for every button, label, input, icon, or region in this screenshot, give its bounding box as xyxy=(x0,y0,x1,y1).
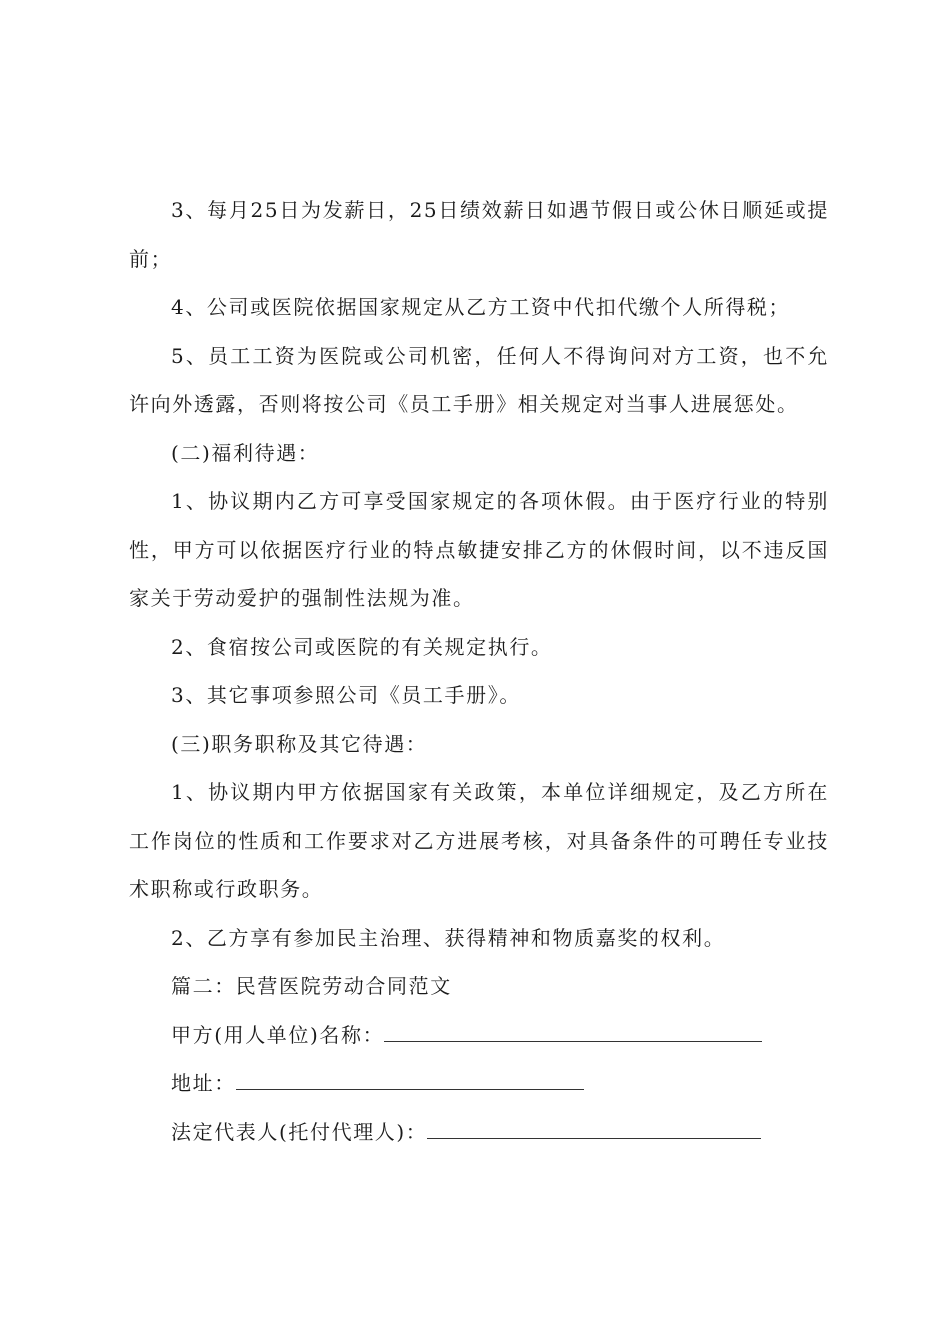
legal-representative-label: 法定代表人(托付代理人)： xyxy=(171,1119,428,1144)
legal-representative-blank xyxy=(427,1120,761,1139)
document-body xyxy=(129,186,829,1156)
paragraph-payday: 3、每月25日为发薪日，25日绩效薪日如遇节假日或公休日顺延或提前； xyxy=(129,198,829,271)
legal-representative-field xyxy=(129,1108,829,1157)
paragraph-rights: 2、乙方享有参加民主治理、获得精神和物质嘉奖的权利。 xyxy=(171,925,726,950)
paragraph-other-matters: 3、其它事项参照公司《员工手册》。 xyxy=(171,683,521,707)
employer-name-blank xyxy=(384,1023,762,1042)
employer-name-field xyxy=(129,1011,829,1060)
paragraph-leave: 1、协议期内乙方可享受国家规定的各项休假。由于医疗行业的特别性，甲方可以依据医疗行业的特点敏捷安排乙方的休假时间，以不违反国家关于劳动爱护的强制性法规为准。 xyxy=(129,489,829,610)
address-field xyxy=(129,1059,829,1108)
paragraph-income-tax: 4、公司或医院依据国家规定从乙方工资中代扣代缴个人所得税； xyxy=(171,295,791,319)
section-heading-titles: (三)职务职称及其它待遇： xyxy=(171,731,428,756)
section-heading-benefits: (二)福利待遇： xyxy=(171,440,320,465)
paragraph-accommodation: 2、食宿按公司或医院的有关规定执行。 xyxy=(171,634,553,659)
paragraph-assessment: 1、协议期内甲方依据国家有关政策，本单位详细规定，及乙方所在工作岗位的性质和工作要求对乙方进展考核，对具备条件的可聘任专业技术职称或行政职务。 xyxy=(129,780,829,901)
paragraph-salary-confidential: 5、员工工资为医院或公司机密，任何人不得询问对方工资，也不允许向外透露，否则将按公司《员工手册》相关规定对当事人进展惩处。 xyxy=(129,343,829,416)
address-blank xyxy=(236,1071,584,1090)
article-title: 篇二：民营医院劳动合同范文 xyxy=(171,974,452,998)
employer-name-label: 甲方(用人单位)名称： xyxy=(171,1022,385,1047)
address-label: 地址： xyxy=(171,1071,236,1095)
